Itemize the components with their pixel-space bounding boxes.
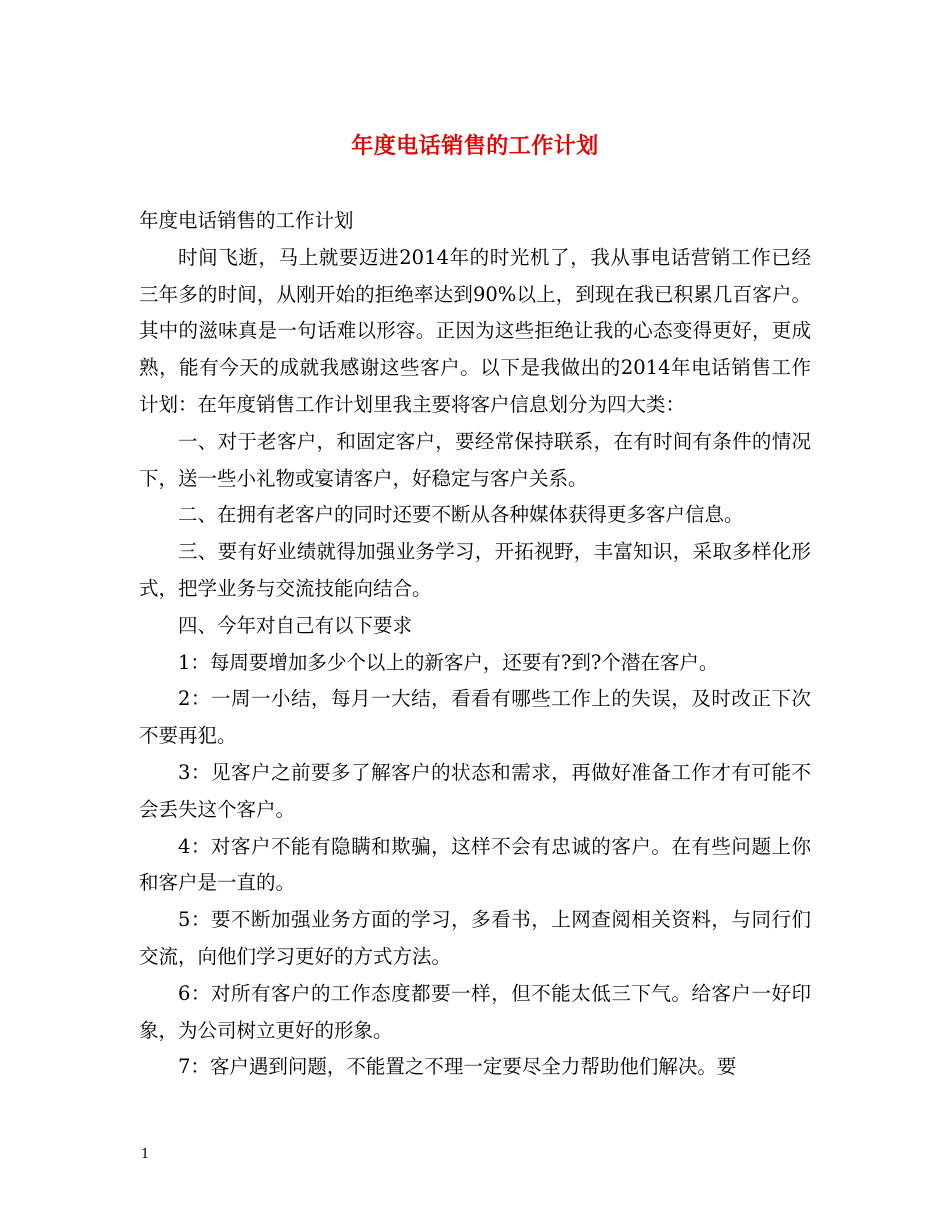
document-subtitle: 年度电话销售的工作计划 — [139, 209, 354, 232]
requirement-4: 4：对客户不能有隐瞒和欺骗，这样不会有忠诚的客户。在有些问题上你和客户是一直的。 — [139, 834, 811, 895]
paragraph-item-2: 二、在拥有老客户的同时还要不断从各种媒体获得更多客户信息。 — [178, 503, 744, 527]
requirement-1: 1：每周要增加多少个以上的新客户，还要有?到?个潜在客户。 — [178, 650, 719, 674]
document-body — [139, 203, 811, 1086]
paragraph-intro: 时间飞逝，马上就要迈进2014年的时光机了，我从事电话营销工作已经三年多的时间，从刚开始的拒绝率达到90%以上，到现在我已积累几百客户。其中的滋味真是一句话难以形容。正因为这些拒绝让我的心态变得更好，更成熟，能有今天的成就我感谢这些客户。以下是我做出的2014年电话销售工作计划：在年度销售工作计划里我主要将客户信息划分为四大类： — [139, 245, 811, 416]
requirement-2: 2：一周一小结，每月一大结，看看有哪些工作上的失误，及时改正下次不要再犯。 — [139, 687, 811, 748]
requirement-7: 7：客户遇到问题，不能置之不理一定要尽全力帮助他们解决。要 — [178, 1055, 737, 1079]
requirement-3: 3：见客户之前要多了解客户的状态和需求，再做好准备工作才有可能不会丢失这个客户。 — [139, 760, 811, 821]
paragraph-item-1: 一、对于老客户，和固定客户，要经常保持联系，在有时间有条件的情况下，送一些小礼物或宴请客户，好稳定与客户关系。 — [139, 429, 811, 490]
requirement-5: 5：要不断加强业务方面的学习，多看书，上网查阅相关资料，与同行们交流，向他们学习更好的方式方法。 — [139, 908, 811, 968]
document-title: 年度电话销售的工作计划 — [351, 134, 599, 159]
requirement-6: 6：对所有客户的工作态度都要一样，但不能太低三下气。给客户一好印象，为公司树立更好的形象。 — [139, 981, 811, 1042]
page-number: 1 — [141, 1147, 150, 1162]
paragraph-item-4: 四、今年对自己有以下要求 — [178, 613, 413, 637]
paragraph-item-3: 三、要有好业绩就得加强业务学习，开拓视野，丰富知识，采取多样化形式，把学业务与交流技能向结合。 — [139, 540, 811, 600]
